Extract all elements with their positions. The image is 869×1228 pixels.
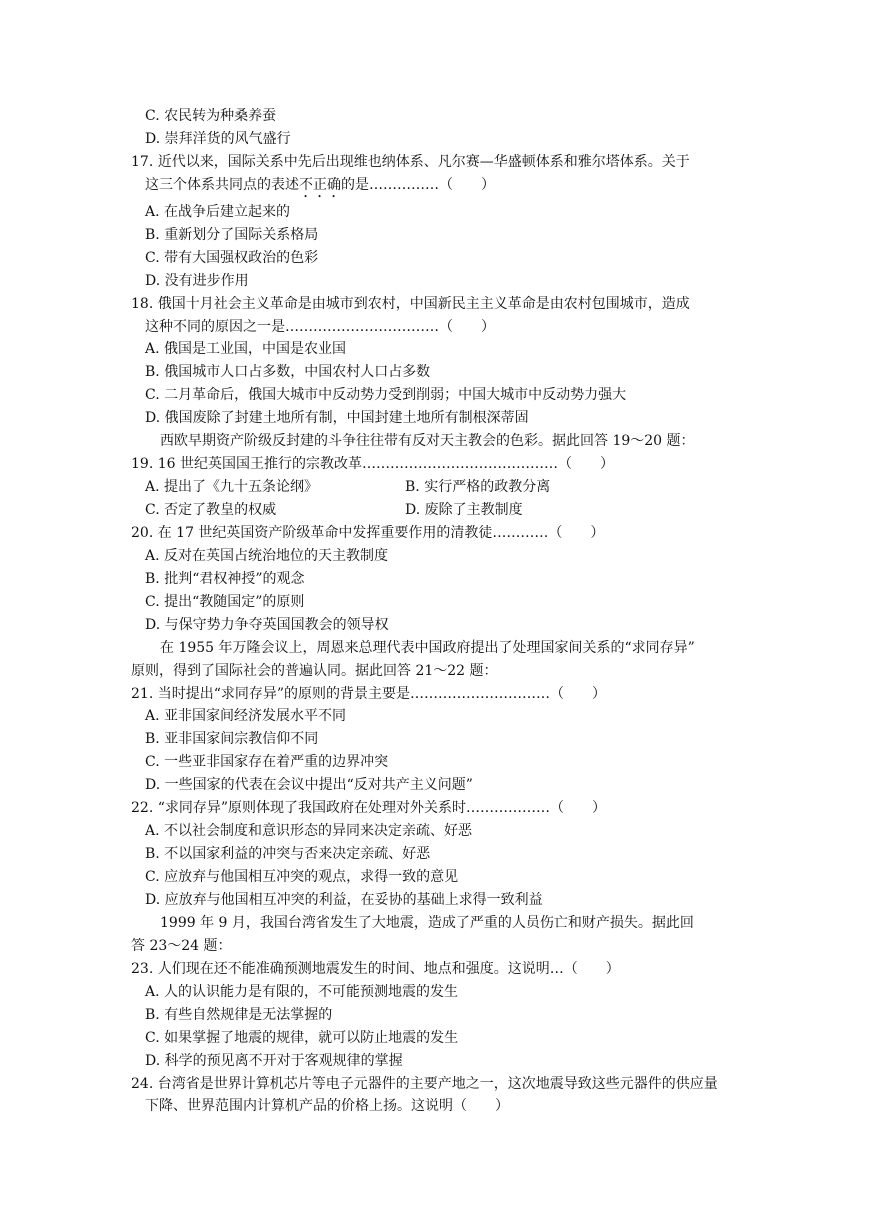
passage-23-24: 1999 年 9 月，我国台湾省发生了大地震，造成了严重的人员伤亡和财产损失。据此回 <box>160 915 694 931</box>
option-22d: D. 应放弃与他国相互冲突的利益，在妥协的基础上求得一致利益 <box>145 892 543 908</box>
option-16d: D. 崇拜洋货的风气盛行 <box>145 131 291 147</box>
passage-23-24-cont: 答 23～24 题： <box>131 938 232 954</box>
question-17-cont-c: 的是……………（ ） <box>341 177 495 193</box>
option-23a: A. 人的认识能力是有限的，不可能预测地震的发生 <box>145 984 459 1000</box>
option-17b: B. 重新划分了国际关系格局 <box>145 227 319 243</box>
emphasis-not-correct: 不正确 <box>299 177 341 193</box>
option-23d: D. 科学的预见离不开对于客观规律的掌握 <box>145 1053 403 1069</box>
question-17-cont-a: 这三个体系共同点的表述 <box>145 177 299 193</box>
question-18-cont: 这种不同的原因之一是……………………………（ ） <box>145 319 495 335</box>
option-21c: C. 一些亚非国家存在着严重的边界冲突 <box>145 754 389 770</box>
option-17c: C. 带有大国强权政治的色彩 <box>145 250 319 266</box>
option-21d: D. 一些国家的代表在会议中提出“反对共产主义问题” <box>145 777 473 793</box>
option-20b: B. 批判“君权神授”的观念 <box>145 571 305 587</box>
option-21a: A. 亚非国家间经济发展水平不同 <box>145 708 347 724</box>
option-19d: D. 废除了主教制度 <box>405 502 523 518</box>
option-18d: D. 俄国废除了封建土地所有制，中国封建土地所有制根深蒂固 <box>145 410 529 426</box>
option-19b: B. 实行严格的政教分离 <box>405 479 551 495</box>
question-22: 22. “求同存异”原则体现了我国政府在处理对外关系时………………（ ） <box>131 800 607 816</box>
option-18b: B. 俄国城市人口占多数，中国农村人口占多数 <box>145 364 431 380</box>
option-17a: A. 在战争后建立起来的 <box>145 204 291 220</box>
question-19: 19. 16 世纪英国国王推行的宗教改革……………………………………（ ） <box>131 456 614 472</box>
option-19a: A. 提出了《九十五条论纲》 <box>145 479 319 495</box>
option-23b: B. 有些自然规律是无法掌握的 <box>145 1007 333 1023</box>
question-20: 20. 在 17 世纪英国资产阶级革命中发挥重要作用的清教徒…………（ ） <box>131 525 605 541</box>
option-23c: C. 如果掌握了地震的规律，就可以防止地震的发生 <box>145 1030 459 1046</box>
option-21b: B. 亚非国家间宗教信仰不同 <box>145 731 319 747</box>
passage-19-20: 西欧早期资产阶级反封建的斗争往往带有反对天主教会的色彩。据此回答 19～20 题： <box>160 433 695 449</box>
passage-21-22-cont: 原则，得到了国际社会的普遍认同。据此回答 21～22 题： <box>131 663 498 679</box>
option-18c: C. 二月革命后，俄国大城市中反动势力受到削弱；中国大城市中反动势力强大 <box>145 387 627 403</box>
option-20d: D. 与保守势力争夺英国国教会的领导权 <box>145 617 389 633</box>
question-17: 17. 近代以来，国际关系中先后出现维也纳体系、凡尔赛—华盛顿体系和雅尔塔体系。关于 <box>131 154 690 170</box>
question-21: 21. 当时提出“求同存异”的原则的背景主要是…………………………（ ） <box>131 686 607 702</box>
option-22a: A. 不以社会制度和意识形态的异同来决定亲疏、好恶 <box>145 823 473 839</box>
question-24-cont: 下降、世界范围内计算机产品的价格上扬。这说明（ ） <box>145 1098 509 1114</box>
question-23: 23. 人们现在还不能准确预测地震发生的时间、地点和强度。这说明…（ ） <box>131 961 620 977</box>
option-22c: C. 应放弃与他国相互冲突的观点，求得一致的意见 <box>145 869 459 885</box>
option-17d: D. 没有进步作用 <box>145 273 249 289</box>
option-19c: C. 否定了教皇的权威 <box>145 502 277 518</box>
question-18: 18. 俄国十月社会主义革命是由城市到农村，中国新民主主义革命是由农村包围城市，造成 <box>131 296 690 312</box>
option-20c: C. 提出“教随国定”的原则 <box>145 594 305 610</box>
option-22b: B. 不以国家利益的冲突与否来决定亲疏、好恶 <box>145 846 431 862</box>
question-17-cont <box>145 175 495 201</box>
passage-21-22: 在 1955 年万隆会议上，周恩来总理代表中国政府提出了处理国家间关系的“求同存异” <box>160 640 695 656</box>
question-24: 24. 台湾省是世界计算机芯片等电子元器件的主要产地之一，这次地震导致这些元器件的供应量 <box>131 1076 718 1092</box>
option-16c: C. 农民转为种桑养蚕 <box>145 108 277 124</box>
option-18a: A. 俄国是工业国，中国是农业国 <box>145 341 347 357</box>
option-20a: A. 反对在英国占统治地位的天主教制度 <box>145 548 389 564</box>
